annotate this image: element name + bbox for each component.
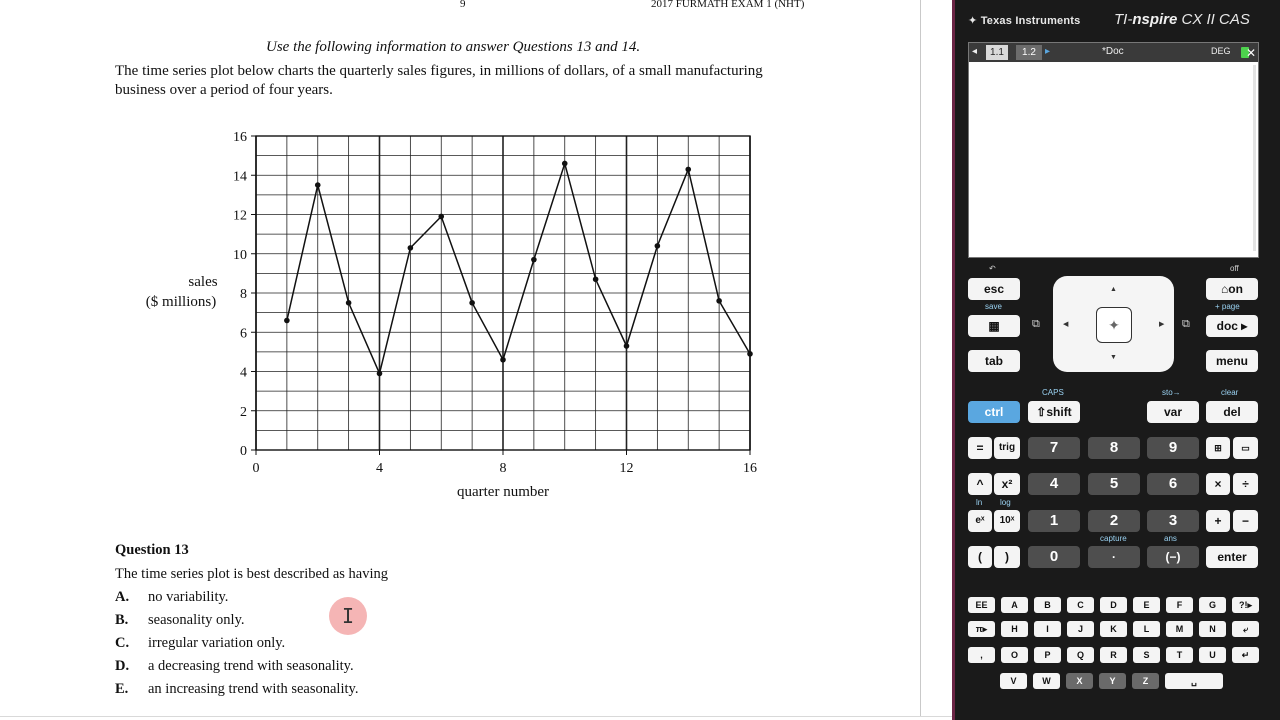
trig-key[interactable]: trig — [994, 437, 1020, 459]
tab-left-arrow-icon[interactable]: ◂ — [972, 46, 978, 57]
x-tick-label: 16 — [743, 461, 757, 476]
option-b-text: seasonality only. — [148, 612, 245, 628]
pad-right-arrow-icon[interactable]: ▶ — [1159, 321, 1165, 328]
data-point — [500, 357, 506, 363]
tab-key[interactable]: tab — [968, 350, 1020, 372]
alpha-key[interactable]: K — [1100, 621, 1127, 637]
ten-power-key[interactable]: 10ˣ — [994, 510, 1020, 532]
data-point — [408, 245, 414, 251]
alpha-key[interactable]: O — [1001, 647, 1028, 663]
tab-1-2[interactable]: 1.2 — [1016, 45, 1042, 60]
data-point — [655, 243, 661, 249]
save-label: save — [985, 302, 1002, 311]
close-icon[interactable]: ✕ — [1246, 46, 1257, 60]
tab-right-arrow-icon[interactable]: ▸ — [1045, 46, 1051, 57]
alpha-key[interactable]: F — [1166, 597, 1193, 613]
space-key[interactable]: ␣ — [1165, 673, 1223, 689]
y-axis-label-line2: ($ millions) — [145, 293, 217, 310]
capture-label: capture — [1100, 534, 1127, 543]
alpha-key[interactable]: D — [1100, 597, 1127, 613]
ctrl-key[interactable]: ctrl — [968, 401, 1020, 423]
data-point — [747, 351, 753, 357]
alpha-key[interactable]: J — [1067, 621, 1094, 637]
ans-label: ans — [1164, 534, 1177, 543]
left-paren-key[interactable]: ( — [968, 546, 992, 568]
context-right-icon: ⧉ — [1182, 318, 1190, 330]
negative-key[interactable]: (−) — [1147, 546, 1199, 568]
y-tick-label: 4 — [240, 365, 247, 381]
alpha-key[interactable]: ⤶ — [1232, 621, 1259, 637]
alpha-key[interactable]: B — [1034, 597, 1061, 613]
caps-label: CAPS — [1042, 388, 1064, 397]
alpha-key[interactable]: V — [1000, 673, 1027, 689]
alpha-key[interactable]: , — [968, 647, 995, 663]
option-d-letter: D. — [115, 658, 130, 674]
y-tick-label: 14 — [233, 169, 247, 185]
key-8[interactable]: 8 — [1088, 437, 1140, 459]
log-label: log — [1000, 498, 1011, 507]
intro-text-line2: business over a period of four years. — [115, 82, 333, 98]
x-tick-label: 4 — [376, 461, 383, 476]
alpha-key[interactable]: Y — [1099, 673, 1126, 689]
screen-toolbar — [969, 43, 1258, 62]
on-key[interactable]: ⌂on — [1206, 278, 1258, 300]
x-tick-label: 0 — [252, 461, 260, 476]
model-name: TI-nspire CX II CAS — [1114, 11, 1250, 28]
data-point — [438, 214, 444, 220]
tab-1-1[interactable]: 1.1 — [986, 45, 1008, 60]
esc-key[interactable]: esc — [968, 278, 1020, 300]
page-label: + page — [1215, 302, 1240, 311]
key-7[interactable]: 7 — [1028, 437, 1080, 459]
plus-key[interactable]: + — [1206, 510, 1230, 532]
alpha-key[interactable]: T — [1166, 647, 1193, 663]
alpha-key[interactable]: C — [1067, 597, 1094, 613]
angle-mode: DEG — [1211, 46, 1231, 56]
option-a-letter: A. — [115, 589, 130, 605]
key-1[interactable]: 1 — [1028, 510, 1080, 532]
right-paren-key[interactable]: ) — [994, 546, 1020, 568]
alpha-key[interactable]: U — [1199, 647, 1226, 663]
option-d-text: a decreasing trend with seasonality. — [148, 658, 354, 674]
alpha-key[interactable]: ?!▸ — [1232, 597, 1259, 613]
alpha-key[interactable]: R — [1100, 647, 1127, 663]
page-border — [920, 0, 921, 716]
y-tick-label: 10 — [233, 247, 247, 263]
multiply-key[interactable]: × — [1206, 473, 1230, 495]
pad-left-arrow-icon[interactable]: ◀ — [1063, 321, 1069, 328]
alpha-key[interactable]: Q — [1067, 647, 1094, 663]
decimal-key[interactable]: · — [1088, 546, 1140, 568]
option-c-letter: C. — [115, 635, 130, 651]
text-cursor-icon: I — [329, 597, 367, 635]
shift-key[interactable]: ⇧shift — [1028, 401, 1080, 423]
alpha-key[interactable]: G — [1199, 597, 1226, 613]
option-b-letter: B. — [115, 612, 129, 628]
option-a-text: no variability. — [148, 589, 229, 605]
data-point — [716, 298, 722, 304]
y-tick-label: 16 — [233, 130, 247, 145]
y-tick-label: 8 — [240, 287, 247, 302]
pad-up-arrow-icon[interactable]: ▲ — [1110, 286, 1117, 293]
question-title: Question 13 — [115, 542, 189, 558]
brand-logo: ✦ Texas Instruments — [968, 15, 1081, 27]
y-tick-label: 0 — [240, 444, 247, 459]
key-3[interactable]: 3 — [1147, 510, 1199, 532]
menu-key[interactable]: menu — [1206, 350, 1258, 372]
x-tick-label: 12 — [619, 461, 634, 476]
document-title: *Doc — [1102, 46, 1124, 57]
page-border-bottom — [0, 716, 952, 717]
alpha-key[interactable]: S — [1133, 647, 1160, 663]
y-axis-label-line1: sales — [188, 274, 218, 291]
time-series-chart — [130, 122, 770, 502]
alpha-key[interactable]: W — [1033, 673, 1060, 689]
key-2[interactable]: 2 — [1088, 510, 1140, 532]
x-tick-label: 8 — [499, 461, 507, 476]
alpha-key[interactable]: E — [1133, 597, 1160, 613]
data-point — [624, 343, 630, 349]
option-e-text: an increasing trend with seasonality. — [148, 681, 359, 697]
instruction-text: Use the following information to answer Questions 13 and 14. — [266, 39, 641, 55]
enter-key[interactable]: enter — [1206, 546, 1258, 568]
alpha-key[interactable]: Z — [1132, 673, 1159, 689]
var-key[interactable]: var — [1147, 401, 1199, 423]
off-label: off — [1230, 264, 1239, 273]
alpha-key[interactable]: A — [1001, 597, 1028, 613]
option-e-letter: E. — [115, 681, 129, 697]
scratchpad-key[interactable]: ▦ — [968, 315, 1020, 337]
data-point — [284, 318, 290, 324]
key-4[interactable]: 4 — [1028, 473, 1080, 495]
divide-key[interactable]: ÷ — [1233, 473, 1258, 495]
sto-label: sto→ — [1162, 388, 1181, 397]
data-point — [562, 161, 568, 167]
data-point — [469, 300, 475, 306]
key-9[interactable]: 9 — [1147, 437, 1199, 459]
alpha-key[interactable]: H — [1001, 621, 1028, 637]
x-axis-label: quarter number — [456, 484, 550, 500]
touchpad[interactable] — [1053, 276, 1174, 372]
pad-down-arrow-icon[interactable]: ▼ — [1110, 354, 1117, 361]
square-key[interactable]: x² — [994, 473, 1020, 495]
ln-label: ln — [976, 498, 983, 507]
calculator-emulator — [952, 0, 1280, 720]
alpha-key[interactable]: M — [1166, 621, 1193, 637]
data-point — [315, 182, 321, 188]
template-key[interactable]: ⊞ — [1206, 437, 1230, 459]
alpha-key[interactable]: I — [1034, 621, 1061, 637]
data-point — [593, 276, 599, 282]
alpha-key[interactable]: EE — [968, 597, 995, 613]
calculator-edge — [952, 0, 955, 720]
doc-key[interactable]: doc ▸ — [1206, 315, 1258, 337]
pad-click-key[interactable]: ✦ — [1096, 307, 1132, 343]
key-0[interactable]: 0 — [1028, 546, 1080, 568]
y-tick-label: 6 — [240, 326, 247, 342]
page-number: 9 — [460, 0, 466, 10]
alpha-key[interactable]: π▸ — [968, 621, 995, 637]
data-point — [531, 257, 537, 263]
y-tick-label: 2 — [240, 404, 247, 420]
key-6[interactable]: 6 — [1147, 473, 1199, 495]
option-c-text: irregular variation only. — [148, 635, 286, 651]
context-left-icon: ⧉ — [1032, 318, 1040, 330]
caret-key[interactable]: ^ — [968, 473, 992, 495]
key-5[interactable]: 5 — [1088, 473, 1140, 495]
exam-header: 2017 FURMATH EXAM 1 (NHT) — [651, 0, 805, 10]
data-point — [377, 371, 383, 377]
catalog-key[interactable]: ▭ — [1233, 437, 1258, 459]
screen-scrollbar[interactable] — [1253, 65, 1256, 251]
exp-key[interactable]: eˣ — [968, 510, 992, 532]
equals-key[interactable]: = — [968, 437, 992, 459]
alpha-key[interactable]: X — [1066, 673, 1093, 689]
alpha-key[interactable]: N — [1199, 621, 1226, 637]
undo-label: ↶ — [989, 264, 996, 273]
question-stem: The time series plot is best described as having — [115, 566, 389, 582]
calculator-screen[interactable] — [968, 42, 1259, 258]
clear-label: clear — [1221, 388, 1239, 397]
minus-key[interactable]: − — [1233, 510, 1258, 532]
y-tick-label: 12 — [233, 208, 247, 224]
alpha-key[interactable]: ↵ — [1232, 647, 1259, 663]
alpha-key[interactable]: P — [1034, 647, 1061, 663]
del-key[interactable]: del — [1206, 401, 1258, 423]
alpha-key[interactable]: L — [1133, 621, 1160, 637]
data-point — [685, 167, 691, 173]
data-point — [346, 300, 352, 306]
intro-text-line1: The time series plot below charts the quarterly sales figures, in millions of dollars, of a small manufacturing — [115, 63, 763, 79]
